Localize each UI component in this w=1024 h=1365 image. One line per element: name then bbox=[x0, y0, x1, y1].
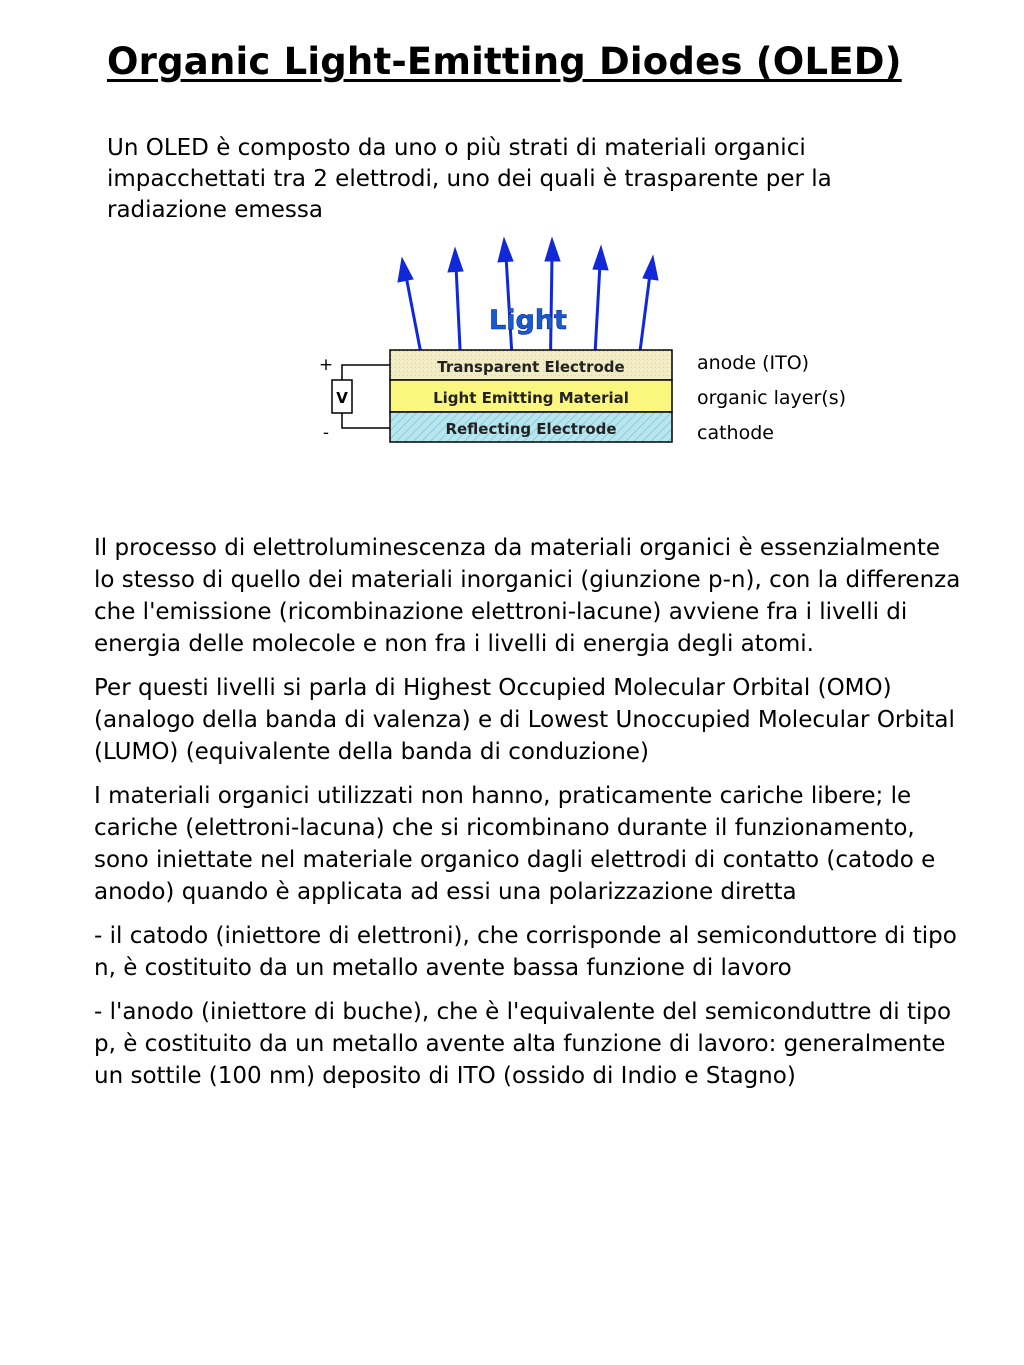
organic-layer-label: organic layer(s) bbox=[697, 387, 847, 409]
paragraph: Il processo di elettroluminescenza da materiali organici è essenzialmente lo stesso di quello dei materiali inorganici (giunzione p-n), con la differenza che l'emissione (ricombinazione elettroni-lacune) avviene fra i livelli di energia delle molecole e non fra i livelli di energia degli atomi. bbox=[94, 535, 961, 657]
paragraph: - il catodo (iniettore di elettroni), che corrisponde al semiconduttore di tipo n, è costituito da un metallo avente bassa funzione di lavoro bbox=[94, 923, 957, 981]
voltage-label: V bbox=[336, 389, 348, 407]
plus-sign: + bbox=[318, 355, 334, 375]
paragraph: Per questi livelli si parla di Highest Occupied Molecular Orbital (OMO) (analogo della banda di valenza) e di Lowest Unoccupied Molecular Orbital (LUMO) (equivalente della banda di conduzione) bbox=[94, 675, 955, 765]
paragraph: - l'anodo (iniettore di buche), che è l'equivalente del semiconduttre di tipo p, è costituito da un metallo avente alta funzione di lavoro: generalmente un sottile (100 nm) deposito di ITO (ossido di Indio e Stagno) bbox=[94, 999, 952, 1089]
paragraph: I materiali organici utilizzati non hanno, praticamente cariche libere; le cariche (elettroni-lacuna) che si ricombinano durante il funzionamento, sono iniettate nel materiale organico dagli elettrodi di contatto (catodo e anodo) quando è applicata ad essi una polarizzazione diretta bbox=[94, 783, 936, 905]
intro-paragraph: Un OLED è composto da uno o più strati di materiali organici impacchettati tra 2 elettrodi, uno dei quali è trasparente per la radiazione emessa bbox=[107, 135, 832, 223]
light-label: Light bbox=[489, 305, 567, 336]
minus-sign: - bbox=[322, 423, 330, 443]
oled-diagram bbox=[310, 230, 690, 460]
page-title: Organic Light-Emitting Diodes (OLED) bbox=[107, 40, 902, 83]
anode-label: anode (ITO) bbox=[697, 352, 810, 374]
body-text bbox=[94, 532, 964, 1104]
layer-label-top: Transparent Electrode bbox=[437, 358, 625, 376]
layer-label-bottom: Reflecting Electrode bbox=[445, 420, 617, 438]
cathode-label: cathode bbox=[697, 422, 774, 444]
layer-label-middle: Light Emitting Material bbox=[433, 389, 629, 407]
layer-annotations bbox=[697, 346, 846, 451]
